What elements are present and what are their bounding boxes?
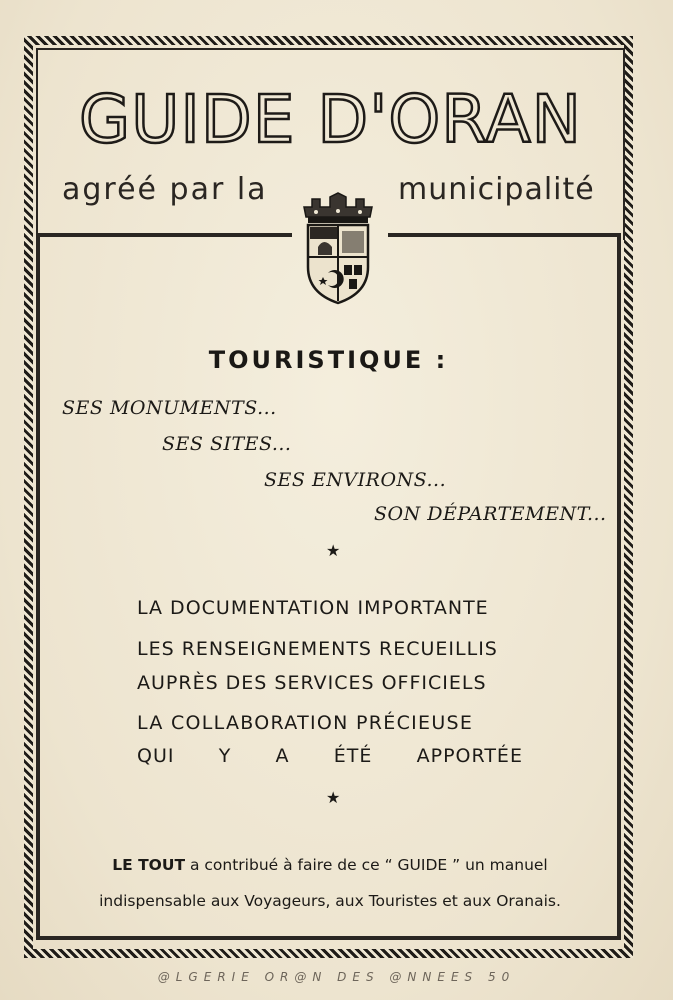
item-environs: SES ENVIRONS... [264,469,447,491]
doc-word: APPORTÉE [416,745,523,767]
doc-word: Y [218,745,232,767]
inner-frame [36,233,621,940]
footer-line-1-text: a contribué à faire de ce “ GUIDE ” un manuel [189,856,548,874]
doc-line-1: LA DOCUMENTATION IMPORTANTE [137,597,489,619]
doc-line-4 [137,712,523,734]
watermark: @LGERIE OR@N DES @NNEES 50 [157,970,516,984]
divider-left [36,233,292,237]
doc-word: QUI [137,745,175,767]
item-monuments: SES MONUMENTS... [62,397,277,419]
doc-line-4-text: LA COLLABORATION PRÉCIEUSE [137,712,474,734]
footer-lead: LE TOUT [112,856,186,874]
doc-line-5 [137,745,523,767]
item-departement: SON DÉPARTEMENT... [374,503,607,525]
heading-touristique: TOURISTIQUE : [208,346,449,374]
item-sites: SES SITES... [162,433,292,455]
doc-word: A [275,745,290,767]
oran-coat-of-arms-icon [288,185,388,310]
footer-line-1 [80,856,580,874]
doc-word: ÉTÉ [333,745,373,767]
subtitle-right: municipalité [398,172,595,207]
star-divider-2: ★ [326,788,341,807]
doc-line-2: LES RENSEIGNEMENTS RECUEILLIS [137,638,498,660]
subtitle-left: agréé par la [62,172,268,207]
page-title: GUIDE D'ORAN [78,81,583,158]
star-divider-1: ★ [326,541,341,560]
divider-right [388,233,621,237]
footer-line-2: indispensable aux Voyageurs, aux Touristes et aux Oranais. [99,892,561,910]
doc-line-3: AUPRÈS DES SERVICES OFFICIELS [137,672,487,694]
